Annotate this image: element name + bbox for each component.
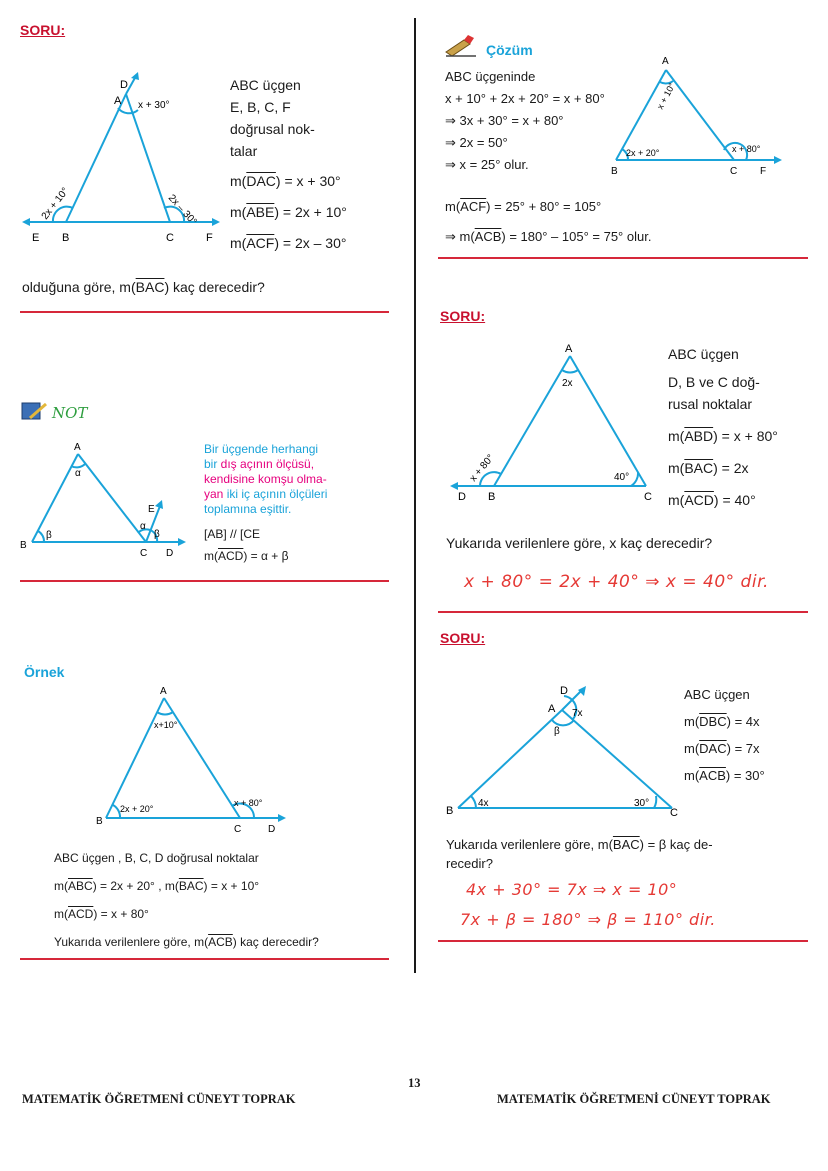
fig1-angle-B: 2x + 10°	[39, 185, 72, 222]
cozum-fig-A: A	[662, 56, 669, 67]
cozum-fig-B: B	[611, 166, 618, 177]
separator	[438, 257, 808, 259]
note-equation: $m(\overline{ACD}) = \alpha + \beta$	[204, 549, 289, 563]
cozum-steps	[445, 66, 605, 176]
fig3-label-D: D	[560, 685, 568, 697]
fig2-angle-B: x + 80°	[467, 452, 497, 484]
triangle-figure-3	[444, 682, 684, 822]
q1-measure-acf: $m(\overline{ACF}) = 2x - 30^\circ$	[230, 235, 347, 251]
cozum-fig-angle-A: x + 10°	[654, 81, 678, 111]
ornek-fig-B: B	[96, 816, 103, 827]
soru-label-2: SORU:	[440, 308, 486, 324]
note-rule-text: Bir üçgende herhangi bir dış açının ölçüsü, kendisine komşu olma- yan iki iç açının ölçüleri toplamına eşittir.	[204, 442, 328, 516]
cozum-line: ABC üçgeninde	[445, 69, 536, 84]
fig2-angle-A: 2x	[562, 378, 573, 389]
ornek-fig-angle-B: 2x + 20°	[120, 804, 154, 814]
cozum-acf: $m(\overline{ACF}) = 25^\circ + 80^\circ = 105^\circ$	[445, 199, 602, 214]
pencil-icon	[444, 34, 480, 58]
q1-given-line: talar	[230, 143, 258, 159]
note-icon	[20, 400, 48, 422]
fig2-label-D: D	[458, 491, 466, 502]
q2-measure-abd: $m(\overline{ABD}) = x + 80^\circ$	[668, 428, 778, 444]
cozum-line: ⇒ 2x = 50°	[445, 135, 508, 150]
q1-given-line: ABC üçgen	[230, 77, 301, 93]
triangle-figure-cozum	[606, 50, 786, 178]
fig3-label-A: A	[548, 703, 556, 715]
note-fig-beta-c: β	[154, 529, 160, 540]
note-fig-B: B	[20, 540, 27, 551]
ornek-fig-angle-C: x + 80°	[234, 798, 263, 808]
ornek-fig-angle-A: x+10°	[154, 720, 178, 730]
fig2-label-C: C	[644, 491, 652, 502]
fig3-angle-7x: 7x	[572, 708, 583, 719]
note-fig-C: C	[140, 548, 148, 559]
q2-handwritten-answer: x + 80° = 2x + 40° ⇒ x = 40° dir.	[464, 572, 769, 592]
footer-right-author: MATEMATİK ÖĞRETMENİ CÜNEYT TOPRAK	[497, 1092, 771, 1106]
q2-given-line: D, B ve C doğ-	[668, 374, 760, 390]
cozum-fig-angle-B: 2x + 20°	[626, 148, 660, 158]
ornek-question: Yukarıda verilenlere göre, $m(\overline{ACB})$ kaç derecedir?	[54, 935, 319, 949]
soru-label-1: SORU:	[20, 22, 66, 38]
fig1-label-D: D	[120, 79, 128, 91]
separator	[438, 940, 808, 942]
q2-measure-acd: $m(\overline{ACD}) = 40^\circ$	[668, 492, 756, 508]
q1-measure-dac: $m(\overline{DAC}) = x + 30^\circ$	[230, 173, 341, 189]
note-fig-D: D	[166, 548, 174, 559]
note-fig-A: A	[74, 442, 81, 453]
fig1-label-C: C	[166, 232, 174, 244]
q1-question: olduğuna göre, $m(\overline{BAC})$ kaç derecedir?	[22, 279, 265, 295]
note-parallel: [AB] // [CE	[204, 527, 261, 541]
fig3-label-B: B	[446, 805, 454, 817]
fig2-label-A: A	[565, 343, 573, 355]
fig1-angle-C: 2x – 30°	[165, 192, 199, 228]
cozum-title: Çözüm	[486, 42, 533, 58]
ornek-title: Örnek	[24, 664, 65, 680]
q3-question: Yukarıda verilenlere göre, $m(\overline{BAC}) = \beta$ kaç de-	[446, 837, 713, 852]
ornek-fig-D: D	[268, 824, 276, 835]
separator	[20, 580, 389, 582]
ornek-fig-A: A	[160, 686, 167, 697]
cozum-line: ⇒ 3x + 30° = x + 80°	[445, 113, 564, 128]
triangle-figure-2	[446, 340, 661, 502]
fig3-angle-beta: β	[554, 726, 560, 737]
separator	[438, 611, 808, 613]
q2-given-line: rusal noktalar	[668, 396, 753, 412]
note-fig-alpha-c: α	[140, 521, 146, 532]
q3-given-line: ABC üçgen	[684, 687, 750, 702]
q3-handwritten-answer-1: 4x + 30° = 7x ⇒ x = 10°	[466, 880, 678, 899]
page-number: 13	[408, 1076, 421, 1090]
column-divider	[414, 18, 416, 973]
q1-given	[230, 74, 347, 254]
note-fig-E: E	[148, 504, 155, 515]
cozum-fig-C: C	[730, 166, 738, 177]
cozum-fig-F: F	[760, 166, 767, 177]
fig3-label-C: C	[670, 807, 678, 819]
q3-question-cont: recedir?	[446, 856, 493, 871]
q1-measure-abe: $m(\overline{ABE}) = 2x + 10^\circ$	[230, 204, 347, 220]
ornek-fig-C: C	[234, 824, 242, 835]
note-fig-alpha-top: α	[75, 468, 81, 479]
footer-left-author: MATEMATİK ÖĞRETMENİ CÜNEYT TOPRAK	[22, 1092, 296, 1106]
cozum-line: ⇒ x = 25° olur.	[445, 157, 529, 172]
fig3-angle-4x: 4x	[478, 798, 489, 809]
q1-given-line: doğrusal nok-	[230, 121, 315, 137]
fig1-angle-A: x + 30°	[138, 100, 170, 111]
q3-given	[684, 686, 765, 785]
fig3-angle-30: 30°	[634, 798, 650, 809]
fig2-label-B: B	[488, 491, 496, 502]
fig1-label-A: A	[114, 95, 122, 107]
ornek-line: $m(\overline{ABC}) = 2x + 20^\circ$ , $m(\overline{BAC}) = x + 10^\circ$	[54, 879, 260, 893]
ornek-line: $m(\overline{ACD}) = x + 80^\circ$	[54, 907, 149, 921]
separator	[20, 958, 389, 960]
note-title: NOT	[52, 404, 88, 422]
fig2-angle-C: 40°	[614, 472, 630, 483]
q3-measure-dac: $m(\overline{DAC}) = 7x$	[684, 741, 760, 756]
note-fig-beta-left: β	[46, 530, 52, 541]
q3-measure-acb: $m(\overline{ACB}) = 30^\circ$	[684, 768, 765, 783]
q2-given-line: ABC üçgen	[668, 346, 739, 362]
fig1-label-F: F	[206, 232, 213, 244]
cozum-acb: ⇒ $m(\overline{ACB}) = 180^\circ - 105^\circ = 75^\circ$ olur.	[445, 229, 652, 244]
q3-measure-dbc: $m(\overline{DBC}) = 4x$	[684, 714, 760, 729]
q2-question: Yukarıda verilenlere göre, x kaç derecedir?	[446, 535, 713, 551]
cozum-fig-angle-C: x + 80°	[732, 144, 761, 154]
cozum-line: x + 10° + 2x + 20° = x + 80°	[445, 91, 605, 106]
triangle-figure-1	[18, 70, 228, 250]
triangle-figure-ornek	[92, 682, 292, 837]
q2-measure-bac: $m(\overline{BAC}) = 2x$	[668, 460, 749, 476]
soru-label-3: SORU:	[440, 630, 486, 646]
separator	[20, 311, 389, 313]
fig1-label-E: E	[32, 232, 40, 244]
q1-given-line: E, B, C, F	[230, 99, 291, 115]
ornek-line: ABC üçgen , B, C, D doğrusal noktalar	[54, 851, 259, 865]
ornek-statement	[54, 844, 319, 956]
q2-given	[668, 343, 778, 511]
fig1-label-B: B	[62, 232, 70, 244]
triangle-figure-note	[18, 440, 198, 565]
q3-handwritten-answer-2: 7x + β = 180° ⇒ β = 110° dir.	[460, 910, 716, 929]
